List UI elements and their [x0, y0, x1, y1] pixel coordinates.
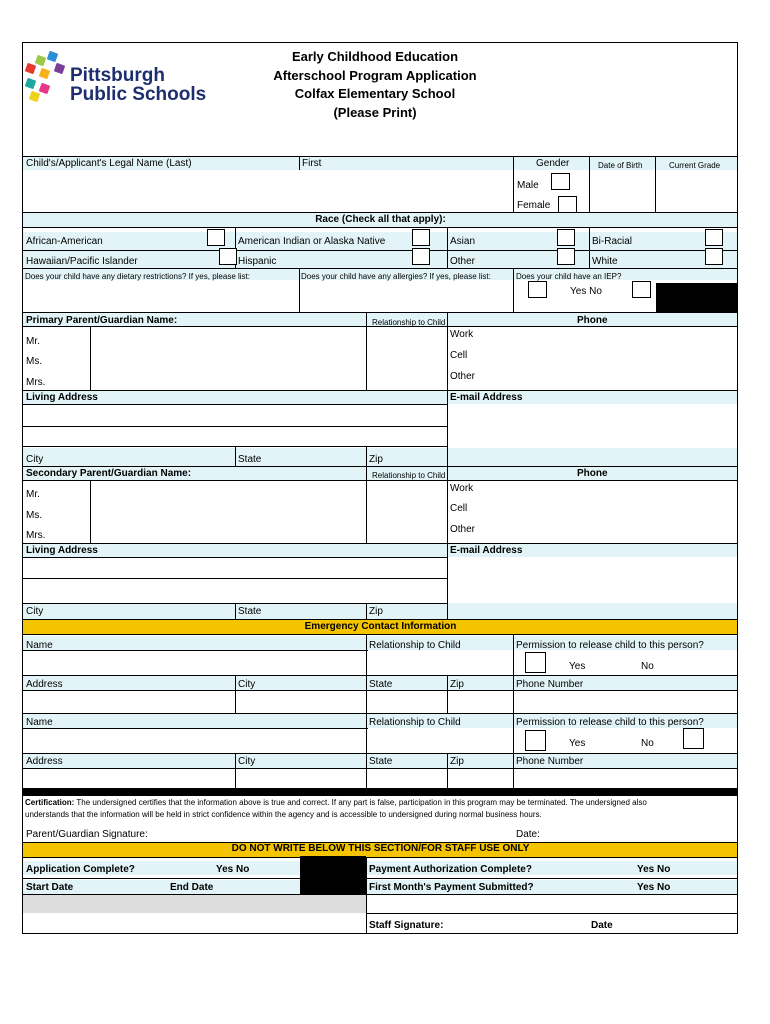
secondary-state-label: State — [238, 606, 262, 617]
race-asian-checkbox[interactable] — [557, 229, 575, 246]
application-complete-label: Application Complete? — [26, 864, 135, 875]
school-name: Colfax Elementary School — [294, 86, 456, 101]
start-date-label: Start Date — [26, 882, 74, 893]
primary-phone-cell: Cell — [450, 350, 468, 361]
race-bi-racial-checkbox[interactable] — [705, 229, 723, 246]
emergency2-yes-label: Yes — [569, 738, 586, 749]
emergency1-no-label: No — [641, 661, 654, 672]
secondary-phone-work: Work — [450, 483, 474, 494]
secondary-city-label: City — [26, 606, 44, 617]
secondary-phone-label: Phone — [577, 468, 608, 479]
certification-date-label: Date: — [516, 829, 540, 840]
primary-living-address-label: Living Address — [26, 392, 98, 403]
current-grade-label: Current Grade — [669, 161, 721, 170]
secondary-title-mr: Mr. — [26, 489, 40, 500]
emergency2-no-checkbox[interactable] — [683, 728, 704, 749]
race-option-other: Other — [450, 256, 476, 267]
emergency1-state-label: State — [369, 679, 393, 690]
primary-phone-other: Other — [450, 371, 476, 382]
iep-no-checkbox[interactable] — [632, 281, 651, 298]
primary-title-mr: Mr. — [26, 336, 40, 347]
payment-authorization-yes-no: Yes No — [637, 864, 671, 875]
emergency1-city-label: City — [238, 679, 256, 690]
emergency2-no-label: No — [641, 738, 654, 749]
race-other-checkbox[interactable] — [557, 248, 575, 265]
primary-zip-label: Zip — [369, 454, 383, 465]
emergency2-permission-label: Permission to release child to this person? — [516, 717, 704, 728]
payment-authorization-label: Payment Authorization Complete? — [369, 864, 532, 875]
certification-line1: The undersigned certifies that the information above is true and correct. If any part is false, participation in this program may be terminated. The undersigned also — [74, 798, 647, 807]
primary-relationship-label: Relationship to Child — [372, 318, 446, 327]
gender-female-checkbox[interactable] — [558, 196, 577, 213]
emergency2-state-label: State — [369, 756, 393, 767]
emergency-header: Emergency Contact Information — [304, 621, 457, 632]
race-american-indian-checkbox[interactable] — [412, 229, 430, 246]
secondary-living-address-label: Living Address — [26, 545, 98, 556]
logo-text-line2: Public Schools — [70, 84, 207, 105]
secondary-email-label: E-mail Address — [450, 545, 523, 556]
emergency2-city-label: City — [238, 756, 256, 767]
staff-only-header: DO NOT WRITE BELOW THIS SECTION/FOR STAFF USE ONLY — [231, 843, 530, 854]
application-complete-yes-no: Yes No — [216, 864, 250, 875]
emergency1-phone-label: Phone Number — [516, 679, 584, 690]
race-option-asian: Asian — [450, 236, 476, 247]
emergency1-relationship-label: Relationship to Child — [369, 640, 461, 651]
print-instruction: (Please Print) — [333, 105, 417, 120]
secondary-phone-cell: Cell — [450, 503, 468, 514]
race-option-white: White — [592, 256, 618, 267]
iep-yes-no-label: Yes No — [570, 286, 602, 297]
emergency1-zip-label: Zip — [450, 679, 464, 690]
emergency2-relationship-label: Relationship to Child — [369, 717, 461, 728]
race-african-american-checkbox[interactable] — [207, 229, 225, 246]
emergency2-yes-checkbox[interactable] — [525, 730, 546, 751]
emergency2-phone-label: Phone Number — [516, 756, 584, 767]
secondary-title-mrs: Mrs. — [26, 530, 46, 541]
gender-male-checkbox[interactable] — [551, 173, 570, 190]
secondary-title-ms: Ms. — [26, 510, 43, 521]
secondary-phone-other: Other — [450, 524, 476, 535]
staff-date-label: Date — [591, 920, 613, 931]
emergency1-address-label: Address — [26, 679, 63, 690]
gender-male-label: Male — [517, 180, 539, 191]
dietary-restrictions-label: Does your child have any dietary restrictions? If yes, please list: — [25, 272, 250, 281]
race-option-hispanic: Hispanic — [238, 256, 277, 267]
emergency2-address-label: Address — [26, 756, 63, 767]
emergency1-yes-label: Yes — [569, 661, 586, 672]
secondary-relationship-label: Relationship to Child — [372, 471, 446, 480]
emergency1-name-label: Name — [26, 640, 53, 651]
race-header: Race (Check all that apply): — [315, 214, 446, 225]
secondary-zip-label: Zip — [369, 606, 383, 617]
emergency2-zip-label: Zip — [450, 756, 464, 767]
primary-state-label: State — [238, 454, 262, 465]
logo-text-line1: Pittsburgh — [70, 65, 165, 86]
allergies-label: Does your child have any allergies? If yes, please list: — [301, 272, 491, 281]
race-option-hawaiian: Hawaiian/Pacific Islander — [26, 256, 138, 267]
first-payment-yes-no: Yes No — [637, 882, 671, 893]
certification-text — [25, 797, 647, 809]
parent-signature-label: Parent/Guardian Signature: — [26, 829, 148, 840]
primary-phone-work: Work — [450, 329, 474, 340]
primary-title-ms: Ms. — [26, 356, 43, 367]
emergency1-yes-checkbox[interactable] — [525, 652, 546, 673]
primary-email-label: E-mail Address — [450, 392, 523, 403]
staff-signature-label: Staff Signature: — [369, 920, 444, 931]
emergency2-name-label: Name — [26, 717, 53, 728]
child-last-name-label: Child's/Applicant's Legal Name (Last) — [26, 158, 192, 169]
secondary-guardian-name-label: Secondary Parent/Guardian Name: — [26, 468, 192, 479]
iep-yes-checkbox[interactable] — [528, 281, 547, 298]
child-first-name-label: First — [302, 158, 322, 169]
race-hawaiian-checkbox[interactable] — [219, 248, 237, 265]
race-white-checkbox[interactable] — [705, 248, 723, 265]
first-payment-label: First Month's Payment Submitted? — [369, 882, 534, 893]
form-subtitle: Afterschool Program Application — [273, 68, 477, 83]
race-option-african-american: African-American — [26, 236, 103, 247]
iep-label: Does your child have an IEP? — [516, 272, 622, 281]
end-date-label: End Date — [170, 882, 214, 893]
dob-label: Date of Birth — [598, 161, 643, 170]
race-hispanic-checkbox[interactable] — [412, 248, 430, 265]
certification-line2: understands that the information will be held in strict confidence within the agency and is accessible to undersigned during normal business hours. — [25, 810, 542, 819]
primary-phone-label: Phone — [577, 315, 608, 326]
form-title: Early Childhood Education — [291, 49, 459, 64]
primary-title-mrs: Mrs. — [26, 377, 46, 388]
primary-city-label: City — [26, 454, 44, 465]
race-option-american-indian: American Indian or Alaska Native — [238, 236, 386, 247]
gender-label: Gender — [536, 158, 570, 169]
gender-female-label: Female — [517, 200, 551, 211]
emergency1-permission-label: Permission to release child to this person? — [516, 640, 704, 651]
certification-heading: Certification: — [25, 798, 75, 807]
primary-guardian-name-label: Primary Parent/Guardian Name: — [26, 315, 178, 326]
race-option-bi-racial: Bi-Racial — [592, 236, 633, 247]
